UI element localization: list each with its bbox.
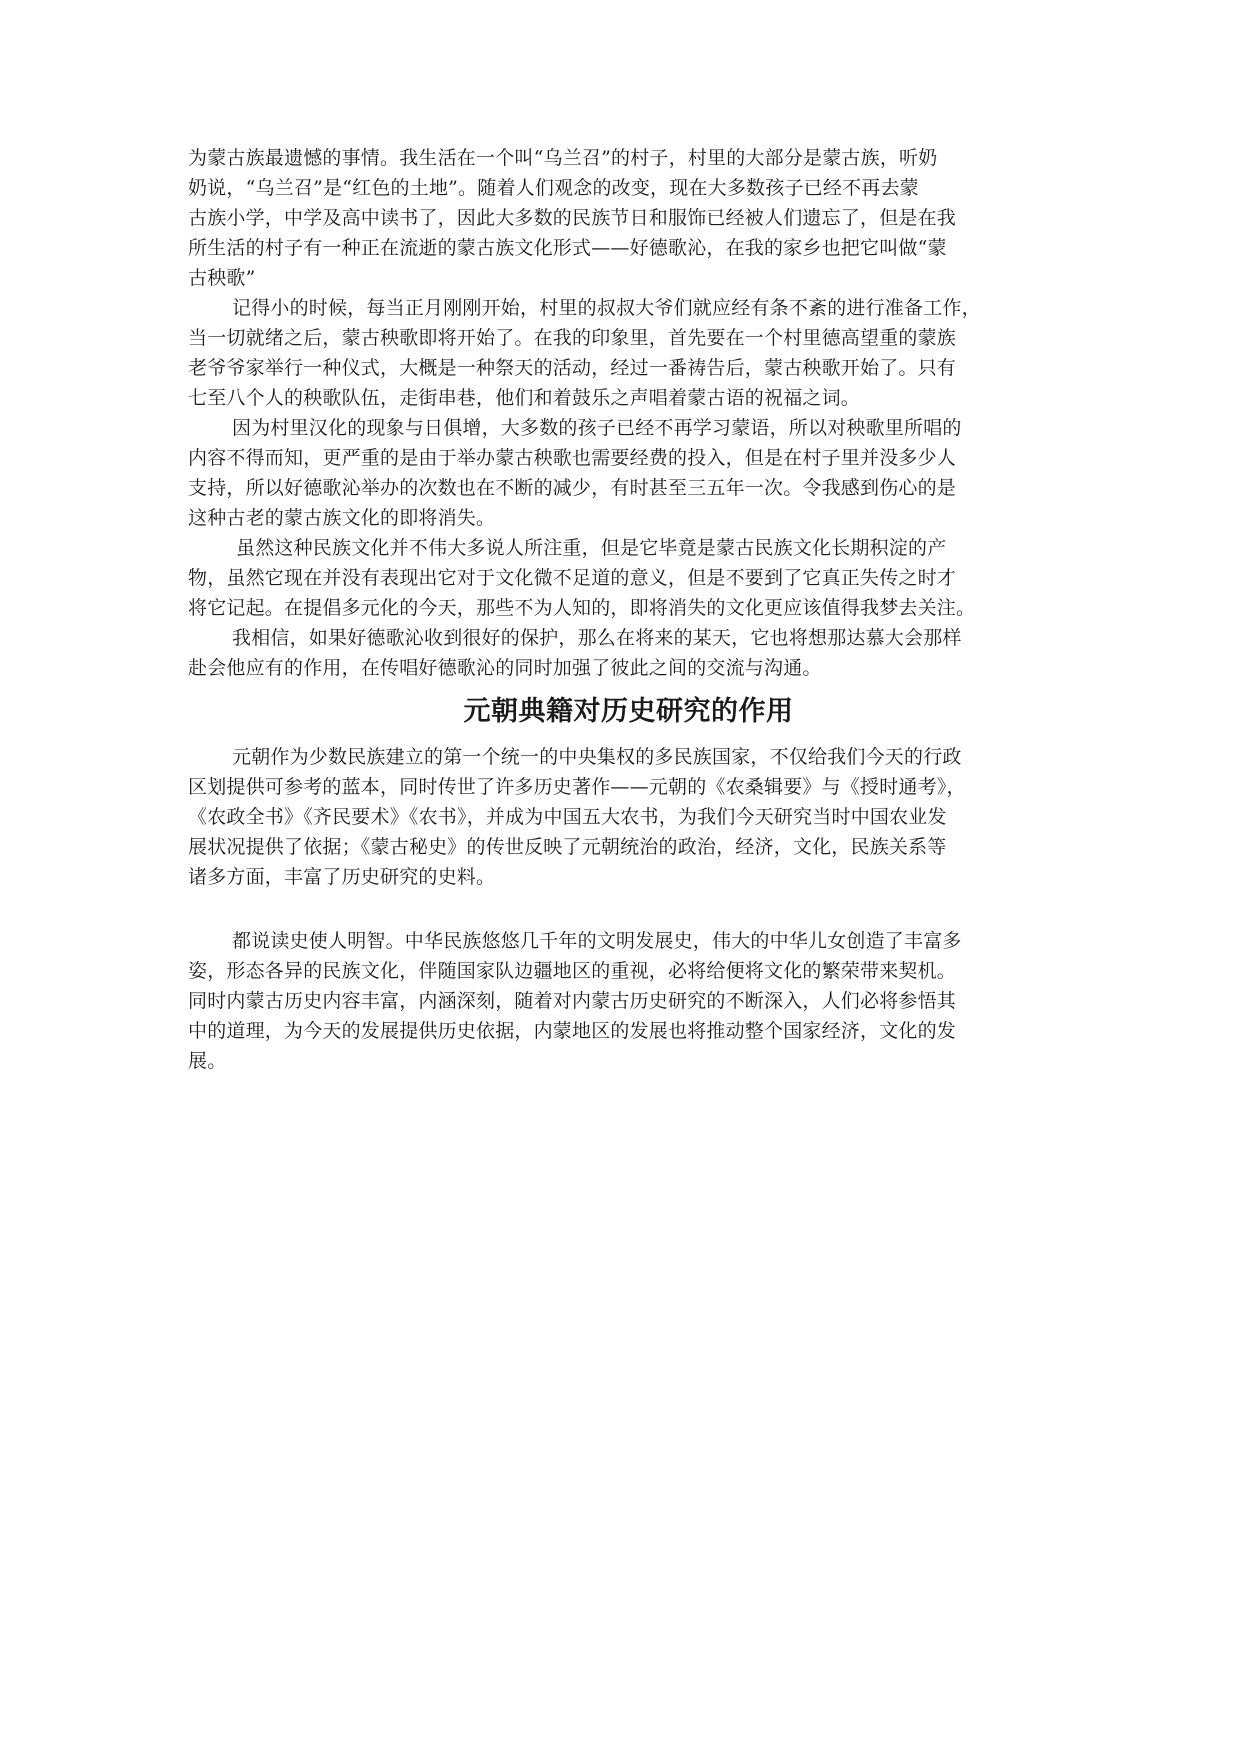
text-line: 诸多方面，丰富了历史研究的史料。 <box>188 866 496 888</box>
text-line: 展状况提供了依据；《蒙古秘史》的传世反映了元朝统治的政治，经济，文化，民族关系等 <box>188 836 947 858</box>
text-line: 奶说，“乌兰召”是“红色的土地”。随着人们观念的改变，现在大多数孩子已经不再去蒙 <box>188 177 919 199</box>
text-line: 展。 <box>188 1050 227 1072</box>
paragraph <box>188 143 1063 293</box>
text-line: 支持，所以好德歌沁举办的次数也在不断的减少，有时甚至三五年一次。令我感到伤心的是 <box>188 477 957 499</box>
text-line: 赴会他应有的作用，在传唱好德歌沁的同时加强了彼此之间的交流与沟通。 <box>188 657 822 679</box>
text-line: 为蒙古族最遗憾的事情。我生活在一个叫“乌兰召”的村子，村里的大部分是蒙古族，听奶 <box>188 147 938 169</box>
text-line: 古族小学，中学及高中读书了，因此大多数的民族节日和服饰已经被人们遗忘了，但是在我 <box>188 207 957 229</box>
text-line: 我相信，如果好德歌沁收到很好的保护，那么在将来的某天，它也将想那达慕大会那样 <box>232 627 962 649</box>
text-line: 因为村里汉化的现象与日俱增，大多数的孩子已经不再学习蒙语，所以对秧歌里所唱的 <box>232 417 962 439</box>
paragraph <box>188 293 1063 413</box>
blank-line <box>188 892 1063 926</box>
paragraph <box>188 926 1063 1076</box>
section-title: 元朝典籍对历史研究的作用 <box>463 696 794 727</box>
text-line: 物，虽然它现在并没有表现出它对于文化微不足道的意义，但是不要到了它真正失传之时才 <box>188 567 957 589</box>
text-line: 中的道理，为今天的发展提供历史依据，内蒙地区的发展也将推动整个国家经济，文化的发 <box>188 1020 957 1042</box>
text-line: 元朝作为少数民族建立的第一个统一的中央集权的多民族国家，不仅给我们今天的行政 <box>232 746 962 768</box>
text-line: 姿，形态各异的民族文化，伴随国家队边疆地区的重视，必将给便将文化的繁荣带来契机。 <box>188 960 957 982</box>
text-line: 当一切就绪之后，蒙古秧歌即将开始了。在我的印象里，首先要在一个村里德高望重的蒙族 <box>188 327 957 349</box>
text-line: 这种古老的蒙古族文化的即将消失。 <box>188 507 496 529</box>
paragraph <box>188 742 1063 892</box>
text-line: 将它记起。在提倡多元化的今天，那些不为人知的，即将消失的文化更应该值得我梦去关注。 <box>188 597 976 619</box>
paragraph <box>188 623 1063 683</box>
text-line: 老爷爷家举行一种仪式，大概是一种祭天的活动，经过一番祷告后，蒙古秧歌开始了。只有 <box>188 357 957 379</box>
text-line: 内容不得而知，更严重的是由于举办蒙古秧歌也需要经费的投入，但是在村子里并没多少人 <box>188 447 957 469</box>
text-line: 区划提供可参考的蓝本，同时传世了许多历史著作——元朝的《农桑辑要》与《授时通考》， <box>188 776 966 798</box>
text-line: 所生活的村子有一种正在流逝的蒙古族文化形式——好德歌沁，在我的家乡也把它叫做“蒙 <box>188 237 947 259</box>
text-line: 同时内蒙古历史内容丰富，内涵深刻，随着对内蒙古历史研究的不断深入，人们必将参悟其 <box>188 990 957 1012</box>
text-line: 七至八个人的秧歌队伍，走街串巷，他们和着鼓乐之声唱着蒙古语的祝福之词。 <box>188 387 861 409</box>
text-line: 都说读史使人明智。中华民族悠悠几千年的文明发展史，伟大的中华儿女创造了丰富多 <box>232 930 962 952</box>
paragraph <box>188 413 1063 533</box>
text-line: 《农政全书》《齐民要术》《农书》，并成为中国五大农书，为我们今天研究当时中国农业发 <box>188 806 947 828</box>
text-line: 虽然这种民族文化并不伟大多说人所注重，但是它毕竟是蒙古民族文化长期积淀的产 <box>236 537 947 559</box>
text-line: 记得小的时候，每当正月刚刚开始，村里的叔叔大爷们就应经有条不紊的进行准备工作， <box>232 297 981 319</box>
document-page <box>188 143 1063 1076</box>
paragraph <box>188 533 1063 623</box>
text-line: 古秧歌” <box>188 267 256 289</box>
